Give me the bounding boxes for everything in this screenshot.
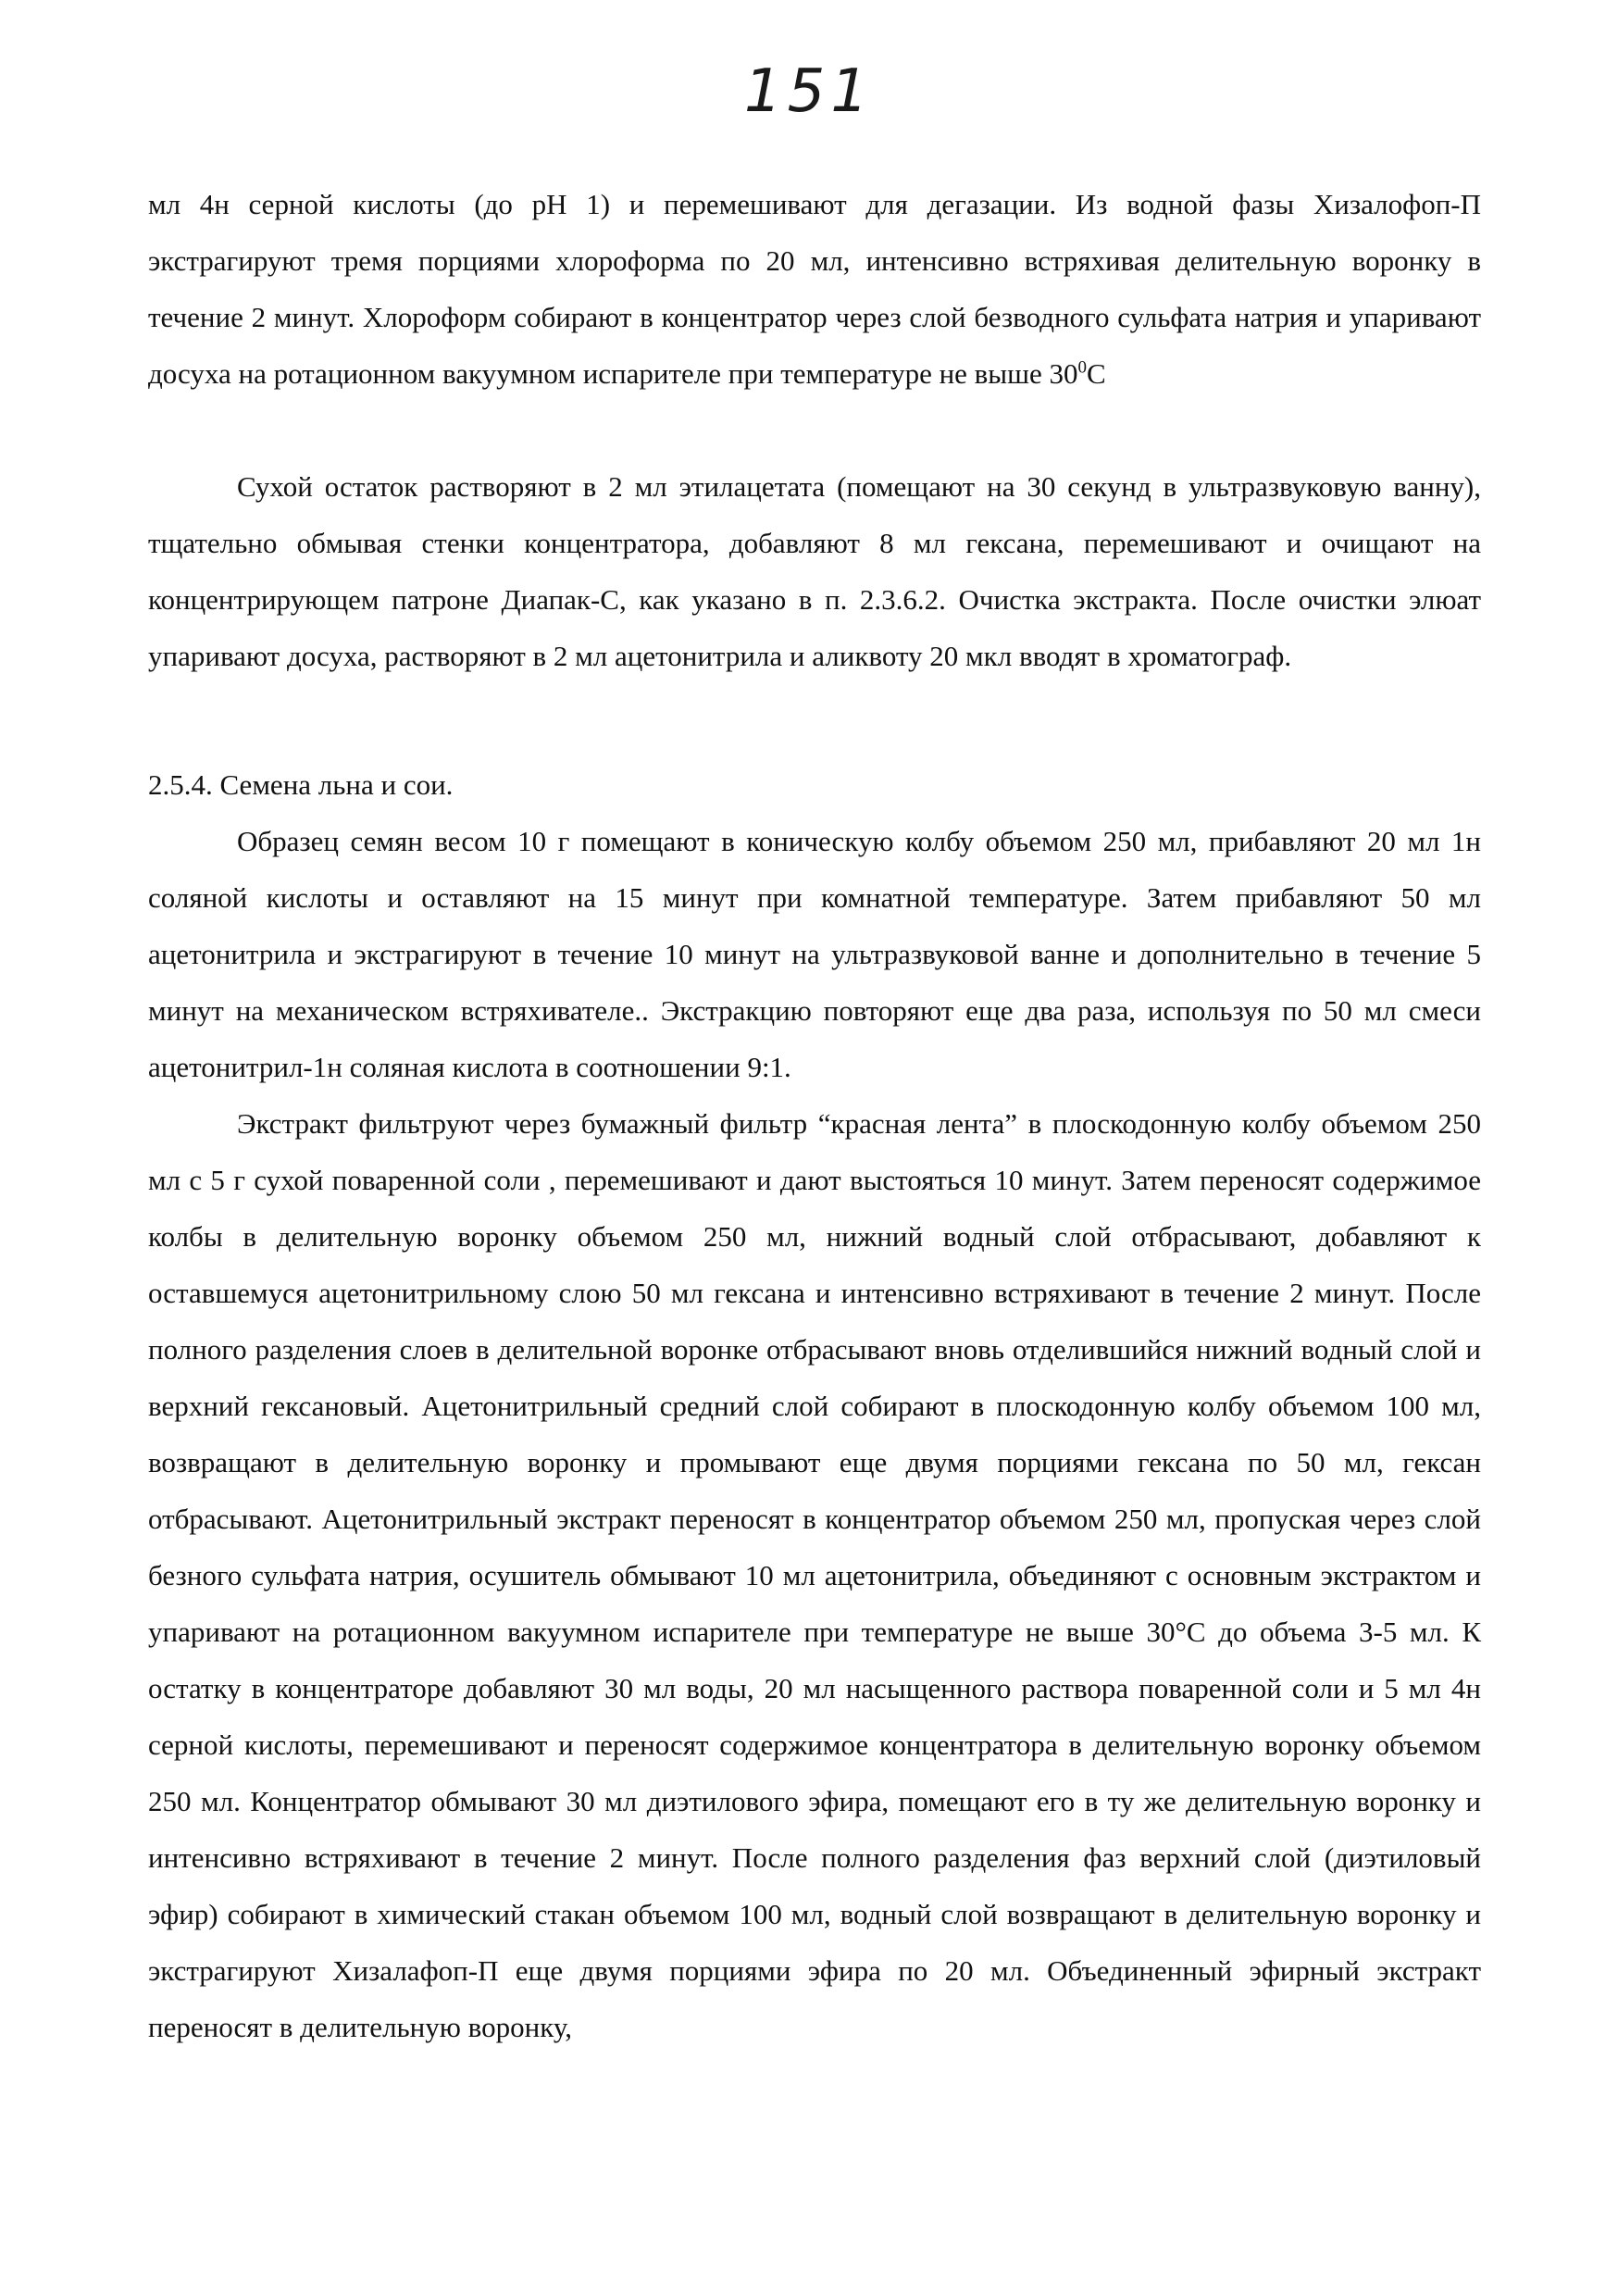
degree-superscript: 0 bbox=[1077, 357, 1088, 378]
page-number: 151 bbox=[743, 57, 875, 126]
paragraph-text-end: С bbox=[1087, 357, 1106, 390]
paragraph-extract-filtration: Экстракт фильтруют через бумажный фильтр “красная лента” в плоскодонную колбу объемом 250 мл с 5 г сухой поваренной соли , перемешивают и дают выстояться 10 минут. Затем переносят содержимое колбы в делительную воронку объемом 250 мл, нижний водный слой отбрасывают, добавляют к оставшемуся ацетонитрильному слою 50 мл гексана и интенсивно встряхивают в течение 2 минут. После полного разделения слоев в делительной воронке отбрасывают вновь отделившийся нижний водный слой и верхний гексановый. Ацетонитрильный средний слой собирают в плоскодонную колбу объемом 100 мл, возвращают в делительную воронку и промывают еще двумя порциями гексана по 50 мл, гексан отбрасывают. Ацетонитрильный экстракт переносят в концентратор объемом 250 мл, пропуская через слой безного сульфата натрия, осушитель обмывают 10 мл ацетонитрила, объединяют с основным экстрактом и упаривают на ротационном вакуумном испарителе при температуре не выше 30°С до объема 3-5 мл. К остатку в концентраторе добавляют 30 мл воды, 20 мл насыщенного раствора поваренной соли и 5 мл 4н серной кислоты, перемешивают и переносят содержимое концентратора в делительную воронку объемом 250 мл. Концентратор обмывают 30 мл диэтилового эфира, помещают его в ту же делительную воронку и интенсивно встряхивают в течение 2 минут. После полного разделения фаз верхний слой (диэтиловый эфир) собирают в химический стакан объемом 100 мл, водный слой возвращают в делительную воронку и экстрагируют Хизалафоп-П еще двумя порциями эфира по 20 мл. Объединенный эфирный экстракт переносят в делительную воронку, bbox=[148, 1107, 1481, 2043]
paragraph-continuation bbox=[148, 176, 1481, 402]
document-body bbox=[148, 176, 1481, 2055]
paragraph-text: мл 4н серной кислоты (до pH 1) и перемешивают для дегазации. Из водной фазы Хизалофоп-П экстрагируют тремя порциями хлороформа по 20 мл, интенсивно встряхивая делительную воронку в течение 2 минут. Хлороформ собирают в концентратор через слой безводного сульфата натрия и упаривают досуха на ротационном вакуумном испарителе при температуре не выше 30 bbox=[148, 188, 1481, 390]
paragraph-dry-residue: Сухой остаток растворяют в 2 мл этилацетата (помещают на 30 секунд в ультразвуковую ванну), тщательно обмывая стенки концентратора, добавляют 8 мл гексана, перемешивают и очищают на концентрирующем патроне Диапак-С, как указано в п. 2.3.6.2. Очистка экстракта. После очистки элюат упаривают досуха, растворяют в 2 мл ацетонитрила и аликвоту 20 мкл вводят в хроматограф. bbox=[148, 470, 1481, 672]
section-heading: 2.5.4. Семена льна и сои. bbox=[148, 768, 454, 801]
paragraph-sample-prep: Образец семян весом 10 г помещают в коническую колбу объемом 250 мл, прибавляют 20 мл 1н соляной кислоты и оставляют на 15 минут при комнатной температуре. Затем прибавляют 50 мл ацетонитрила и экстрагируют в течение 10 минут на ультразвуковой ванне и дополнительно в течение 5 минут на механическом встряхивателе.. Экстракцию повторяют еще два раза, используя по 50 мл смеси ацетонитрил-1н соляная кислота в соотношении 9:1. bbox=[148, 825, 1481, 1083]
